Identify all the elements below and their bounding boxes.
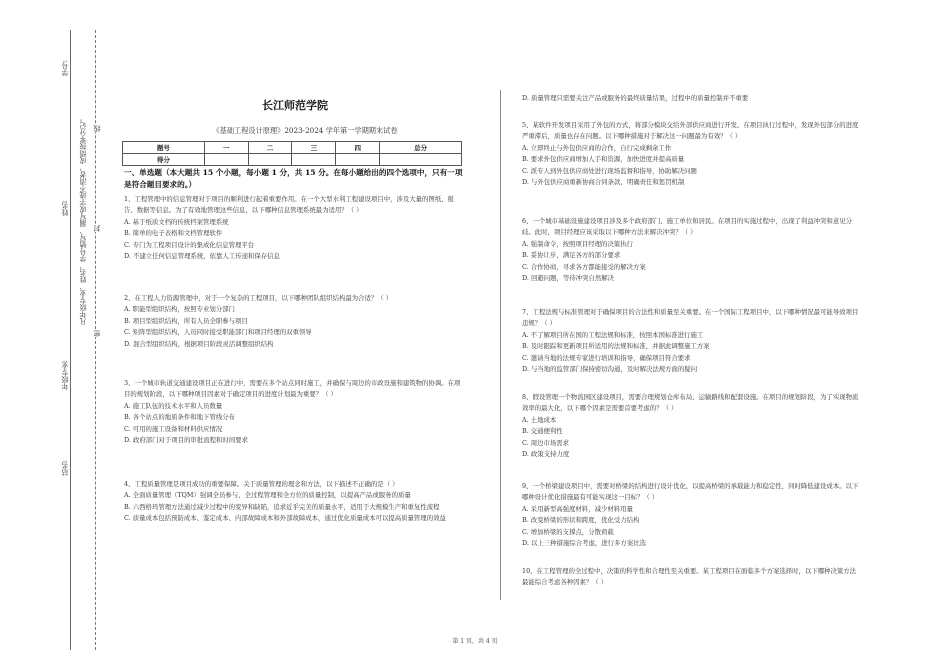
question-stem: 10、在工程管理的全过程中，决策的科学性和合理性至关重要。某工程项目在面临多个方案选择时，以下哪种决策方法最能综合考虑各种因素？（ ）	[522, 567, 857, 587]
question-stem: 8、假设管理一个物流园区建设项目，需要合理规划仓库布局、运输路线和配套设施。在项目的规划阶段，为了实现物流效率的最大化，以下哪个因素是需要首要考虑的？（ ）	[522, 393, 859, 413]
question-stem: 1、工程管理中的信息管理对于项目的顺利进行起着重要作用。在一个大型水利工程建设项目中，涉及大量的图纸、报告、数据等信息。为了有效地管理这些信息，以下哪种信息管理系统最为适用？（ ）	[124, 195, 454, 215]
option: A. 强制命令，按照项目经理的决策执行	[522, 239, 633, 248]
option: B. 及时跟踪和更新项目所适用的法规和标准，并据此调整施工方案	[522, 342, 710, 351]
option: B. 项目型组织结构，所有人员全职参与项目	[124, 316, 248, 325]
option: C. 增加桥梁的支撑点，分散荷载	[522, 527, 614, 536]
score-cell: 四	[336, 142, 380, 154]
binding-strip	[0, 0, 110, 672]
option: D. 政策支持力度	[522, 450, 570, 459]
option: D. 与外包供应商重新协商合同条款，明确责任和惩罚机制	[522, 178, 685, 187]
question-10	[522, 566, 862, 589]
option: D. 回避问题，等待冲突自然解决	[522, 274, 615, 283]
score-cell	[292, 154, 336, 166]
score-cell	[336, 154, 380, 166]
option: A. 基于纸质文档的传统档案管理系统	[124, 217, 229, 226]
question-8	[522, 392, 862, 460]
option: C. 专门为工程项目设计的集成化信息管理平台	[124, 240, 255, 249]
exam-title: 《基础工程设计原理》2023-2024 学年第一学期期末试卷	[212, 126, 398, 135]
question-stem: 6、一个城市基础设施建设项目涉及多个政府部门、施工单位和居民。在项目的实施过程中，出现了利益冲突和意见分歧。此时，项目经理应该采取以下哪种方法来解决冲突？（ ）	[522, 217, 852, 237]
seal-mi: 密	[93, 330, 101, 337]
option: C. 可用的施工设备和材料供应情况	[124, 424, 223, 433]
score-cell	[380, 154, 462, 166]
school-name: 长江师范学院	[262, 99, 328, 112]
question-6	[522, 216, 862, 284]
binding-solid-line	[70, 30, 71, 650]
option: D. 政府部门对于项目的审批流程和时间要求	[124, 436, 248, 445]
section-title: 一、单选题（本大题共 15 个小题，每小题 1 分，共 15 分。在每小题给出的四个选项中，只有一项是符合题目要求的。）	[124, 168, 463, 189]
option: C. 合作协商，寻求各方都能接受的解决方案	[522, 262, 646, 271]
score-cell: 题号	[123, 142, 205, 154]
question-stem: 2、在工程人力资源管理中，对于一个复杂的工程项目，以下哪种团队组织结构最为合适？（ ）	[124, 294, 393, 302]
score-cell: 二	[248, 142, 292, 154]
score-cell: 得分	[123, 154, 205, 166]
seal-feng: 封	[93, 225, 101, 232]
score-table	[122, 141, 462, 166]
option: B. 各个站点的地质条件和地下管线分布	[124, 413, 236, 422]
option: B. 要求外包供应商增加人手和资源，加快进度并提高质量	[522, 155, 685, 164]
option: B. 简单的电子表格和文档管理软件	[124, 229, 223, 238]
question-stem: 5、某软件开发项目采用了外包的方式，将部分模块交给外部供应商进行开发。在项目执行过程中，发现外包部分的进度严重滞后，质量也存在问题。以下哪种措施对于解决这一问题最为有效？（ ）	[522, 121, 859, 141]
score-cell: 三	[292, 142, 336, 154]
student-id-label: 学号:	[61, 60, 69, 77]
question-2	[124, 293, 466, 350]
score-cell	[204, 154, 248, 166]
school-label: 站名:	[61, 460, 69, 477]
option: C. 矩阵型组织结构，人员同时接受职能部门和项目经理的双重领导	[124, 328, 312, 337]
option: B. 六西格玛管理方法通过减少过程中的变异和缺陷，追求近乎完美的质量水平，适用于大规模生产和重复性流程	[124, 502, 440, 511]
option: B. 妥协让步，满足各方的部分要求	[522, 251, 621, 260]
option: C. 派专人到外包供应商处进行现场监督和指导，协助解决问题	[522, 166, 697, 175]
question-stem: 7、工程法规与标准管理对于确保项目的合法性和质量至关重要。在一个国际工程项目中，以下哪种情况最可能导致项目违规？（ ）	[522, 308, 859, 328]
option: A. 土地成本	[522, 415, 557, 424]
question-4-continued	[522, 93, 862, 104]
option: A. 施工队伍的技术水平和人员数量	[124, 401, 223, 410]
option: A. 职能型组织结构，按照专业划分部门	[124, 305, 235, 314]
option: C. 周边市场需求	[522, 438, 570, 447]
question-stem: 4、工程质量管理是项目成功的重要保障。关于质量管理的理念和方法，以下描述不正确的是（ ）	[124, 480, 399, 488]
binding-notice: 凡年级专业、姓名、学号错写、漏写或字迹不清者，成绩按零分记。	[79, 115, 87, 325]
option: A. 不了解项目所在国的工程法规和标准，按照本国标准进行施工	[522, 330, 704, 339]
score-cell: 一	[204, 142, 248, 154]
page-footer: 第 1 页，共 4 页	[452, 638, 498, 645]
option: D. 以上三种措施综合考虑，进行多方案比选	[522, 539, 646, 548]
question-5	[522, 120, 862, 188]
option: D. 与当地的监管部门保持密切沟通，及时解决法规方面的疑问	[522, 365, 698, 374]
option: D. 不建立任何信息管理系统，依靠人工传递和保存信息	[124, 252, 280, 261]
option: C. 质量成本包括预防成本、鉴定成本、内部故障成本和外部故障成本，通过优化质量成本可以提高质量管理的效益	[124, 514, 446, 523]
option: B. 交通便利性	[522, 427, 563, 436]
question-4	[124, 479, 466, 525]
name-label: 姓名:	[61, 200, 69, 217]
question-1	[124, 194, 466, 262]
seal-xian: 线	[93, 125, 101, 132]
column-divider	[500, 90, 501, 600]
option: C. 邀请当地的法规专家进行培训和指导，确保项目符合要求	[522, 353, 691, 362]
option: D. 混合型组织结构，根据项目阶段灵活调整组织结构	[124, 339, 274, 348]
option: A. 立即终止与外包供应商的合作，自行完成剩余工作	[522, 143, 672, 152]
option: A. 全面质量管理（TQM）强调全员参与、全过程管理和全方位的质量控制，以提高产品或服务的质量	[124, 491, 411, 500]
question-stem: 9、一个桥梁建设项目中，需要对桥梁的结构进行设计优化，以提高桥梁的承载能力和稳定性，同时降低建设成本。以下哪种设计优化措施最有可能实现这一目标？（ ）	[522, 482, 859, 502]
option: A. 采用新型高强度材料，减少材料用量	[522, 504, 633, 513]
major-label: 年级专业:	[61, 360, 69, 391]
binding-dashed-line	[95, 30, 96, 650]
score-table-score-row	[123, 154, 462, 166]
question-stem: 3、一个城市轨道交通建设项目正在进行中，需要在多个站点同时施工，并确保与周边的市政设施和建筑物的协调。在项目的规划阶段，以下哪种项目因素对于确定项目的进度计划最为重要？（ ）	[124, 379, 461, 399]
question-7	[522, 307, 862, 375]
score-table-header-row	[123, 142, 462, 154]
score-cell: 总分	[380, 142, 462, 154]
option: D. 质量管理只需要关注产品或服务的最终质量结果，过程中的质量控制并不重要	[522, 94, 749, 102]
question-3	[124, 378, 466, 446]
score-cell	[248, 154, 292, 166]
option: B. 改变桥梁的形状和跨度，优化受力结构	[522, 516, 640, 525]
question-9	[522, 481, 862, 549]
